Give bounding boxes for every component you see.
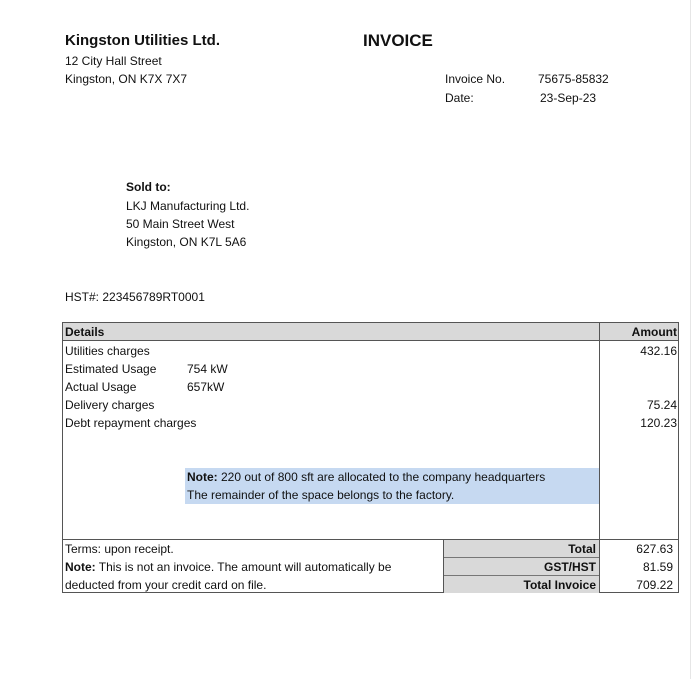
sold-to-city: Kingston, ON K7L 5A6: [126, 235, 247, 249]
footer-note-text: This is not an invoice. The amount will automatically be: [95, 560, 392, 574]
gst-hst-label: GST/HST: [543, 560, 596, 574]
table-row-amount: 75.24: [646, 398, 677, 412]
table-row-label: Estimated Usage: [65, 362, 157, 376]
table-row-label: Delivery charges: [65, 398, 155, 412]
allocation-note-line2: The remainder of the space belongs to the factory.: [187, 488, 455, 502]
company-city: Kingston, ON K7X 7X7: [65, 72, 188, 86]
gst-hst-amount: 81.59: [642, 560, 673, 574]
terms-text: Terms: upon receipt.: [65, 542, 174, 556]
company-street: 12 City Hall Street: [65, 54, 162, 68]
footer-note-label: Note:: [65, 560, 96, 574]
invoice-number-label: Invoice No.: [445, 72, 506, 86]
table-row-value: 657kW: [187, 380, 225, 394]
table-row-label: Actual Usage: [65, 380, 137, 394]
footer-note-line1: [65, 560, 391, 574]
invoice-number-value: 75675-85832: [538, 72, 609, 86]
date-value: 23-Sep-23: [540, 91, 597, 105]
note-text: 220 out of 800 sft are allocated to the company headquarters: [217, 470, 546, 484]
note-label: Note:: [187, 470, 218, 484]
date-label: Date:: [445, 91, 474, 105]
table-header: [63, 323, 678, 341]
table-row-amount: 120.23: [640, 416, 677, 430]
total-invoice-amount: 709.22: [636, 578, 673, 592]
totals-row-line: [444, 557, 599, 558]
sold-to-street: 50 Main Street West: [126, 217, 235, 231]
table-row-amount: 432.16: [640, 344, 677, 358]
company-name: Kingston Utilities Ltd.: [65, 32, 220, 49]
allocation-note-line1: [187, 470, 545, 484]
invoice-title: INVOICE: [363, 31, 433, 50]
page-edge: [690, 0, 700, 679]
details-table: [62, 322, 679, 593]
table-row-label: Debt repayment charges: [65, 416, 197, 430]
footer-note-line2: deducted from your credit card on file.: [65, 578, 267, 592]
hst-number: HST#: 223456789RT0001: [65, 290, 205, 304]
table-row-label: Utilities charges: [65, 344, 150, 358]
sold-to-label: Sold to:: [126, 180, 171, 194]
total-invoice-label: Total Invoice: [523, 578, 596, 592]
amount-header: Amount: [631, 325, 677, 339]
table-row-value: 754 kW: [187, 362, 228, 376]
total-amount: 627.63: [636, 542, 673, 556]
details-header: Details: [65, 325, 105, 339]
total-label: Total: [568, 542, 596, 556]
totals-row-line: [444, 575, 599, 576]
sold-to-name: LKJ Manufacturing Ltd.: [126, 199, 250, 213]
